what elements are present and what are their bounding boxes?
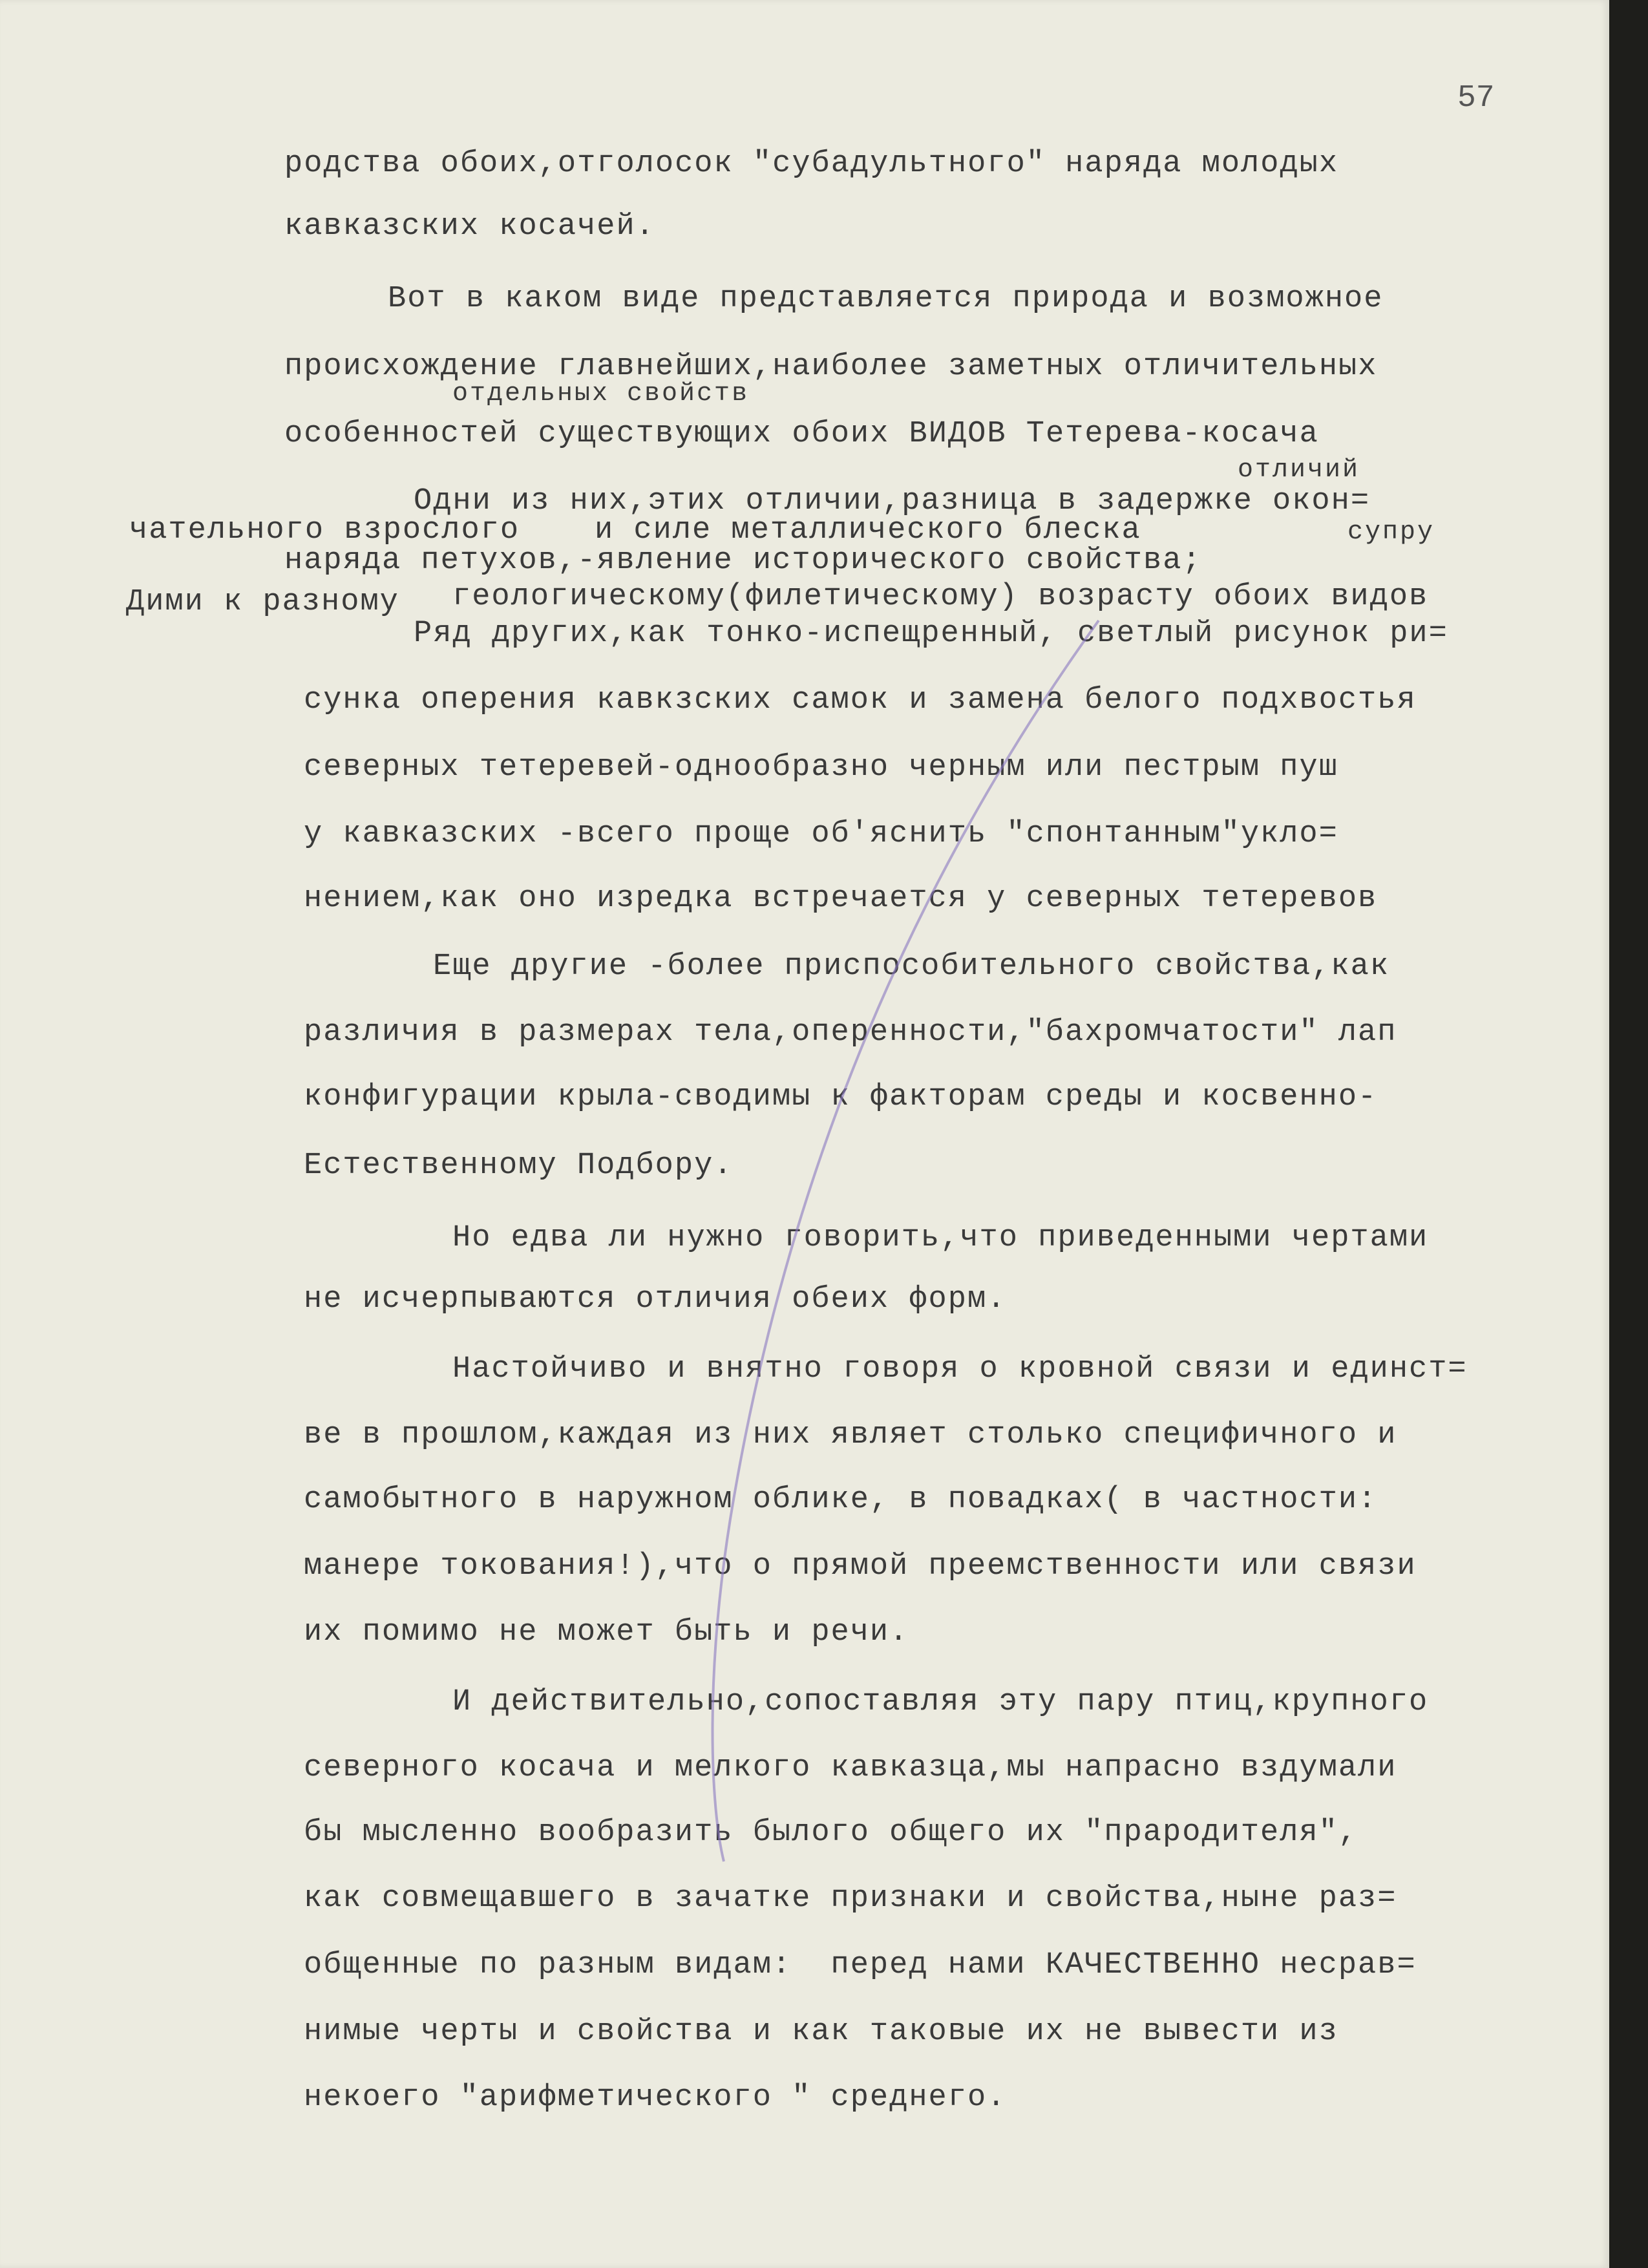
text-line: как совмещавшего в зачатке признаки и свойства,ныне раз=: [304, 1881, 1397, 1916]
text-line: сунка оперения кавкзских самок и замена белого подхвостья: [304, 683, 1417, 717]
text-line: конфигурации крыла-сводимы к факторам среды и косвенно-: [304, 1080, 1378, 1114]
text-line-insertion: отдельных свойств: [452, 379, 750, 408]
text-line: родства обоих,отголосок "субадультного" наряда молодых: [284, 147, 1339, 181]
text-line: различия в размерах тела,оперенности,"бахромчатости" лап: [304, 1015, 1397, 1050]
page-number: 57: [1457, 81, 1495, 116]
text-line: у кавказских -всего проще об'яснить "спонтанным"укло=: [304, 817, 1338, 851]
text-line: особенностей существующих обоих ВИДОВ Тетерева-косача: [284, 417, 1319, 451]
text-line: Настойчиво и внятно говоря о кровной связи и единст=: [452, 1352, 1468, 1386]
text-line: кавказских косачей.: [284, 209, 655, 244]
text-line: не исчерпываются отличия обеих форм.: [304, 1282, 1007, 1317]
text-line: их помимо не может быть и речи.: [304, 1615, 909, 1649]
text-line: ве в прошлом,каждая из них являет столько специфичного и: [304, 1418, 1397, 1452]
text-line: северных тетеревей-однообразно черным или пестрым пуш: [304, 750, 1338, 785]
text-line: наряда петухов,-явление исторического свойства;: [284, 544, 1202, 578]
text-line: некоего "арифметического " среднего.: [304, 2081, 1007, 2115]
text-line: и силе металлического блеска: [595, 513, 1141, 547]
text-line: нимые черты и свойства и как таковые их не вывести из: [304, 2015, 1338, 2049]
text-line: общенные по разным видам: перед нами КАЧЕСТВЕННО несрав=: [304, 1948, 1417, 1982]
scan-background: [1609, 0, 1648, 2268]
text-line: Вот в каком виде представляется природа и возможное: [388, 282, 1384, 316]
text-line: северного косача и мелкого кавказца,мы напрасно вздумали: [304, 1751, 1397, 1785]
text-line: бы мысленно вообразить былого общего их "прародителя",: [304, 1816, 1358, 1850]
text-line: нением,как оно изредка встречается у северных тетеревов: [304, 882, 1378, 916]
text-line: И действительно,сопоставляя эту пару птиц,крупного: [452, 1685, 1429, 1719]
text-line: манере токования!),что о прямой преемственности или связи: [304, 1549, 1417, 1584]
text-line: геологическому(филетическому) возрасту обоих видов: [452, 580, 1429, 614]
text-line-insertion: супру: [1347, 518, 1435, 547]
text-line-insertion: отличий: [1238, 456, 1360, 485]
text-line: Одни из них,этих отличии,разница в задержке окон=: [414, 484, 1371, 518]
text-line: чательного взрослого: [129, 513, 520, 547]
text-line: Дими к разному: [126, 585, 399, 619]
text-line: самобытного в наружном облике, в повадках( в частности:: [304, 1483, 1378, 1517]
text-line: происхождение главнейших,наиболее заметных отличительных: [284, 350, 1378, 384]
text-line: Естественному Подбору.: [304, 1149, 734, 1183]
text-line: Но едва ли нужно говорить,что приведенными чертами: [452, 1221, 1429, 1255]
text-line: Ряд других,как тонко-испещренный, светлый рисунок ри=: [414, 617, 1448, 651]
text-line: Еще другие -более приспособительного свойства,как: [433, 949, 1390, 984]
